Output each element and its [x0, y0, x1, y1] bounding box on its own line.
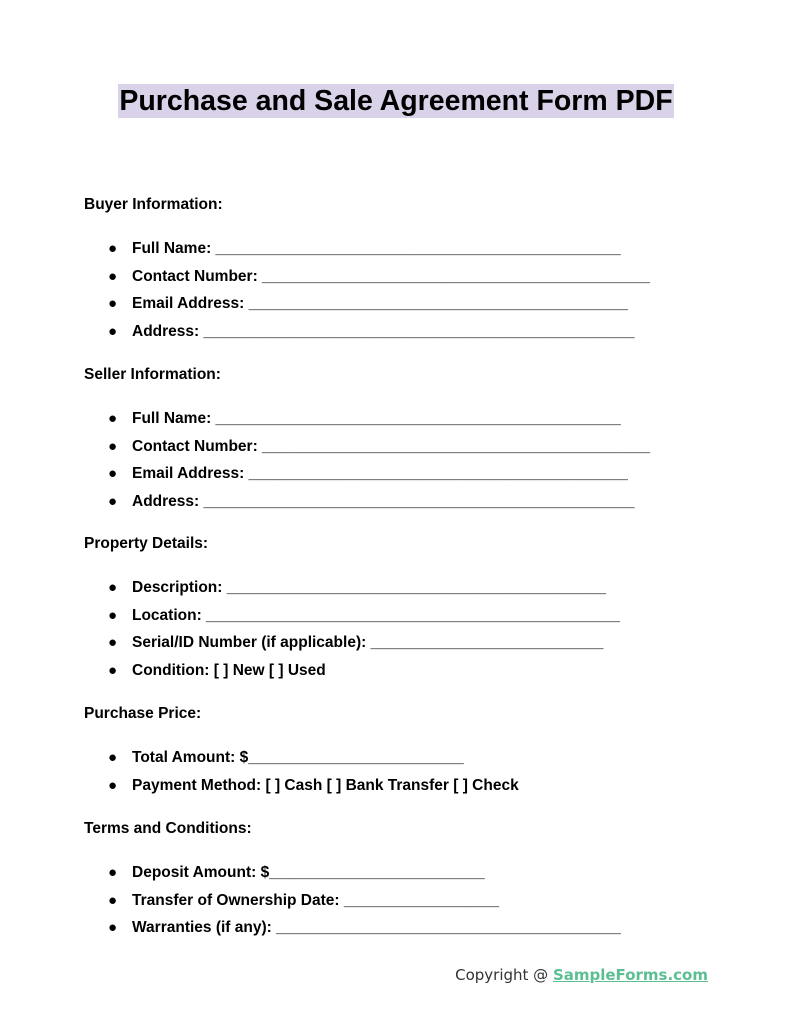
bullet-icon: ●	[108, 579, 118, 596]
list-item[interactable]	[84, 777, 724, 795]
bullet-icon: ●	[108, 776, 118, 794]
bullet-icon: ●	[108, 661, 118, 679]
section-terms-and-conditions	[84, 820, 724, 947]
field-label: Address: __________________________________________________	[132, 492, 635, 510]
field-label: Full Name: _______________________________________________	[132, 410, 621, 427]
section-heading: Seller Information:	[84, 366, 221, 383]
field-label: Serial/ID Number (if applicable): ___________________________	[132, 634, 604, 652]
bullet-icon: ●	[108, 864, 118, 881]
list-item[interactable]	[84, 410, 724, 428]
field-label: Transfer of Ownership Date: __________________	[132, 891, 500, 909]
copyright-text: Copyright @	[455, 966, 553, 984]
section-purchase-price	[84, 705, 724, 804]
section-buyer-information	[84, 196, 724, 350]
list-item[interactable]	[84, 579, 724, 597]
field-list	[84, 240, 724, 341]
field-label: Contact Number: _____________________________________________	[132, 437, 650, 455]
field-label: Email Address: ____________________________________________	[132, 295, 628, 313]
bullet-icon: ●	[108, 410, 118, 427]
bullet-icon: ●	[108, 465, 118, 483]
list-item[interactable]	[84, 493, 724, 511]
field-label: Contact Number: _____________________________________________	[132, 267, 650, 285]
bullet-icon: ●	[108, 492, 118, 510]
list-item[interactable]	[84, 268, 724, 286]
list-item[interactable]	[84, 323, 724, 341]
list-item[interactable]	[84, 892, 724, 910]
field-label: Total Amount: $_________________________	[132, 749, 464, 766]
bullet-icon: ●	[108, 891, 118, 909]
section-heading: Terms and Conditions:	[84, 820, 252, 837]
copyright-footer	[455, 966, 708, 984]
field-label: Payment Method: [ ] Cash [ ] Bank Transfer [ ] Check	[132, 776, 519, 794]
bullet-icon: ●	[108, 919, 118, 937]
field-label: Condition: [ ] New [ ] Used	[132, 661, 326, 679]
list-item[interactable]	[84, 634, 724, 652]
section-heading: Property Details:	[84, 535, 209, 552]
bullet-icon: ●	[108, 634, 118, 652]
list-item[interactable]	[84, 438, 724, 456]
list-item[interactable]	[84, 864, 724, 882]
brand-link[interactable]: SampleForms.com	[552, 966, 708, 984]
list-item[interactable]	[84, 465, 724, 483]
field-label: Warranties (if any): ________________________________________	[132, 919, 621, 937]
section-property-details	[84, 535, 724, 689]
title-container	[0, 84, 792, 118]
field-label: Deposit Amount: $_________________________	[132, 864, 485, 881]
bullet-icon: ●	[108, 606, 118, 624]
list-item[interactable]	[84, 607, 724, 625]
field-label: Email Address: ____________________________________________	[132, 465, 628, 483]
bullet-icon: ●	[108, 749, 118, 766]
bullet-icon: ●	[108, 267, 118, 285]
bullet-icon: ●	[108, 322, 118, 340]
bullet-icon: ●	[108, 295, 118, 313]
section-heading: Buyer Information:	[84, 196, 223, 213]
field-list	[84, 579, 724, 680]
field-label: Description: ____________________________________________	[132, 579, 607, 596]
field-label: Address: __________________________________________________	[132, 322, 635, 340]
section-seller-information	[84, 366, 724, 520]
field-label: Full Name: _______________________________________________	[132, 240, 621, 257]
list-item[interactable]	[84, 295, 724, 313]
bullet-icon: ●	[108, 240, 118, 257]
list-item[interactable]	[84, 749, 724, 767]
field-list	[84, 864, 724, 937]
bullet-icon: ●	[108, 437, 118, 455]
page-title: Purchase and Sale Agreement Form PDF	[119, 85, 673, 117]
field-list	[84, 749, 724, 795]
section-heading: Purchase Price:	[84, 705, 202, 722]
field-label: Location: ________________________________________________	[132, 606, 620, 624]
list-item[interactable]	[84, 919, 724, 937]
field-list	[84, 410, 724, 511]
list-item[interactable]	[84, 240, 724, 258]
list-item[interactable]	[84, 662, 724, 680]
